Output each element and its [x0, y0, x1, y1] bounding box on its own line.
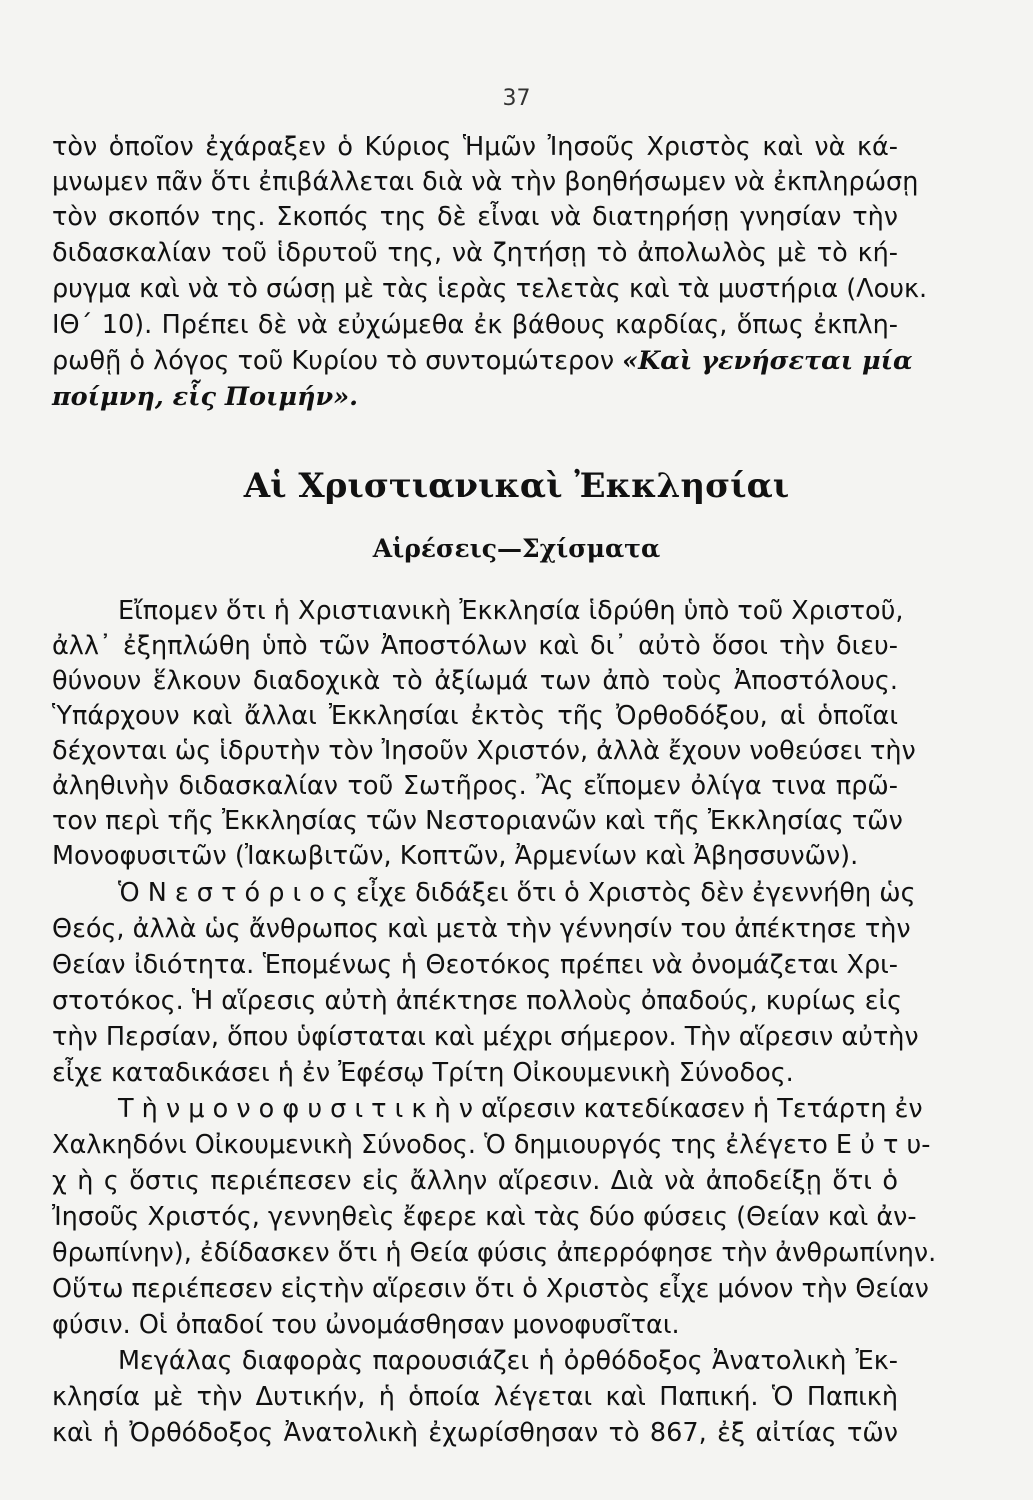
section-title: Αἱ Χριστιανικαὶ Ἐκκλησίαι	[243, 466, 790, 506]
text-line: Θείαν ἰδιότητα. Ἑπομένως ἡ Θεοτόκος πρέπει νὰ ὀνομάζεται Χρι-	[52, 950, 898, 980]
text-line: ἀληθινὴν διδασκαλίαν τοῦ Σωτῆρος. Ἂς εἴπομεν ὀλίγα τινα πρῶ-	[52, 771, 898, 801]
text-line: ρυγμα καὶ νὰ τὸ σώσῃ μὲ τὰς ἱερὰς τελετὰς καὶ τὰ μυστήρια (Λουκ.	[52, 274, 928, 304]
text-fragment: ρωθῇ ὁ λόγος τοῦ Κυρίου τὸ συντομώτερον	[52, 346, 615, 376]
text-line: Θεός, ἀλλὰ ὡς ἄνθρωπος καὶ μετὰ τὴν γέννησίν του ἀπέκτησε τὴν	[52, 914, 911, 944]
text-line: θύνουν ἕλκουν διαδοχικὰ τὸ ἀξίωμά των ἀπὸ τοὺς Ἀποστόλους.	[52, 666, 898, 696]
text-line: εἶχε καταδικάσει ἡ ἐν Ἐφέσῳ Τρίτη Οἰκουμενικὴ Σύνοδος.	[52, 1058, 794, 1088]
quote-fragment: «Καὶ γενήσεται μία	[622, 346, 913, 376]
text-line: Χαλκηδόνι Οἰκουμενικὴ Σύνοδος. Ὁ δημιουργός της ἐλέγετο Ε ὐ τ υ-	[52, 1130, 931, 1160]
page-number: 37	[502, 86, 531, 111]
text-line: Μονοφυσιτῶν (Ἰακωβιτῶν, Κοπτῶν, Ἀρμενίων καὶ Ἀβησσυνῶν).	[52, 841, 859, 871]
text-line: Οὕτω περιέπεσεν εἰςτὴν αἵρεσιν ὅτι ὁ Χριστὸς εἶχε μόνον τὴν Θείαν	[52, 1274, 929, 1304]
text-line: δέχονται ὡς ἱδρυτὴν τὸν Ἰησοῦν Χριστόν, ἀλλὰ ἔχουν νοθεύσει τὴν	[52, 736, 916, 766]
text-line	[52, 346, 913, 376]
text-line: θρωπίνην), ἐδίδασκεν ὅτι ἡ Θεία φύσις ἀπερρόφησε τὴν ἀνθρωπίνην.	[52, 1238, 937, 1268]
text-line: τον περὶ τῆς Ἐκκλησίας τῶν Νεστοριανῶν καὶ τῆς Ἐκκλησίας τῶν	[52, 806, 903, 836]
text-line: κλησία μὲ τὴν Δυτικήν, ἡ ὁποία λέγεται καὶ Παπική. Ὁ Παπικὴ	[52, 1382, 898, 1412]
text-line: καὶ ἡ Ὀρθόδοξος Ἀνατολικὴ ἐχωρίσθησαν τὸ 867, ἐξ αἰτίας τῶν	[52, 1418, 898, 1448]
text-line: Μεγάλας διαφορὰς παρουσιάζει ἡ ὀρθόδοξος Ἀνατολικὴ Ἐκ-	[118, 1346, 898, 1376]
text-line: στοτόκος. Ἡ αἵρεσις αὐτὴ ἀπέκτησε πολλοὺς ὀπαδούς, κυρίως εἰς	[52, 986, 903, 1016]
text-line: φύσιν. Οἱ ὀπαδοί του ὠνομάσθησαν μονοφυσῖται.	[52, 1310, 680, 1340]
text-line: διδασκαλίαν τοῦ ἱδρυτοῦ της, νὰ ζητήσῃ τὸ ἀπολωλὸς μὲ τὸ κή-	[52, 238, 898, 268]
text-line: ἀλλ᾿ ἐξηπλώθη ὑπὸ τῶν Ἀποστόλων καὶ δι᾿ αὐτὸ ὅσοι τὴν διευ-	[52, 631, 898, 661]
text-line: Ὁ Ν ε σ τ ό ρ ι ο ς εἶχε διδάξει ὅτι ὁ Χριστὸς δὲν ἐγεννήθη ὡς	[118, 878, 916, 908]
text-line: Τ ὴ ν μ ο ν ο φ υ σ ι τ ι κ ὴ ν αἵρεσιν κατεδίκασεν ἡ Τετάρτη ἐν	[118, 1094, 923, 1124]
text-line: χ ὴ ς ὅστις περιέπεσεν εἰς ἄλλην αἵρεσιν. Διὰ νὰ ἀποδείξῃ ὅτι ὁ	[52, 1166, 898, 1196]
text-line: Ὑπάρχουν καὶ ἄλλαι Ἐκκλησίαι ἐκτὸς τῆς Ὀρθοδόξου, αἱ ὁποῖαι	[52, 701, 898, 731]
quote-fragment: ποίμνη, εἷς Ποιμήν».	[52, 382, 359, 412]
text-line: ΙΘ΄ 10). Πρέπει δὲ νὰ εὐχώμεθα ἐκ βάθους καρδίας, ὅπως ἐκπλη-	[52, 310, 898, 340]
text-line	[52, 382, 898, 412]
section-subtitle: Αἱρέσεις—Σχίσματα	[372, 534, 661, 563]
text-line: τὸν ὁποῖον ἐχάραξεν ὁ Κύριος Ἡμῶν Ἰησοῦς Χριστὸς καὶ νὰ κά-	[52, 132, 898, 162]
text-line: Εἴπομεν ὅτι ἡ Χριστιανικὴ Ἐκκλησία ἱδρύθη ὑπὸ τοῦ Χριστοῦ,	[118, 596, 904, 626]
text-line: τὸν σκοπόν της. Σκοπός της δὲ εἶναι νὰ διατηρήσῃ γνησίαν τὴν	[52, 202, 898, 232]
text-line: Ἰησοῦς Χριστός, γεννηθεὶς ἔφερε καὶ τὰς δύο φύσεις (Θείαν καὶ ἀν-	[52, 1202, 917, 1232]
text-line: μνωμεν πᾶν ὅτι ἐπιβάλλεται διὰ νὰ τὴν βοηθήσωμεν νὰ ἐκπληρώσῃ	[52, 167, 919, 197]
text-line: τὴν Περσίαν, ὅπου ὑφίσταται καὶ μέχρι σήμερον. Τὴν αἵρεσιν αὐτὴν	[52, 1022, 919, 1052]
